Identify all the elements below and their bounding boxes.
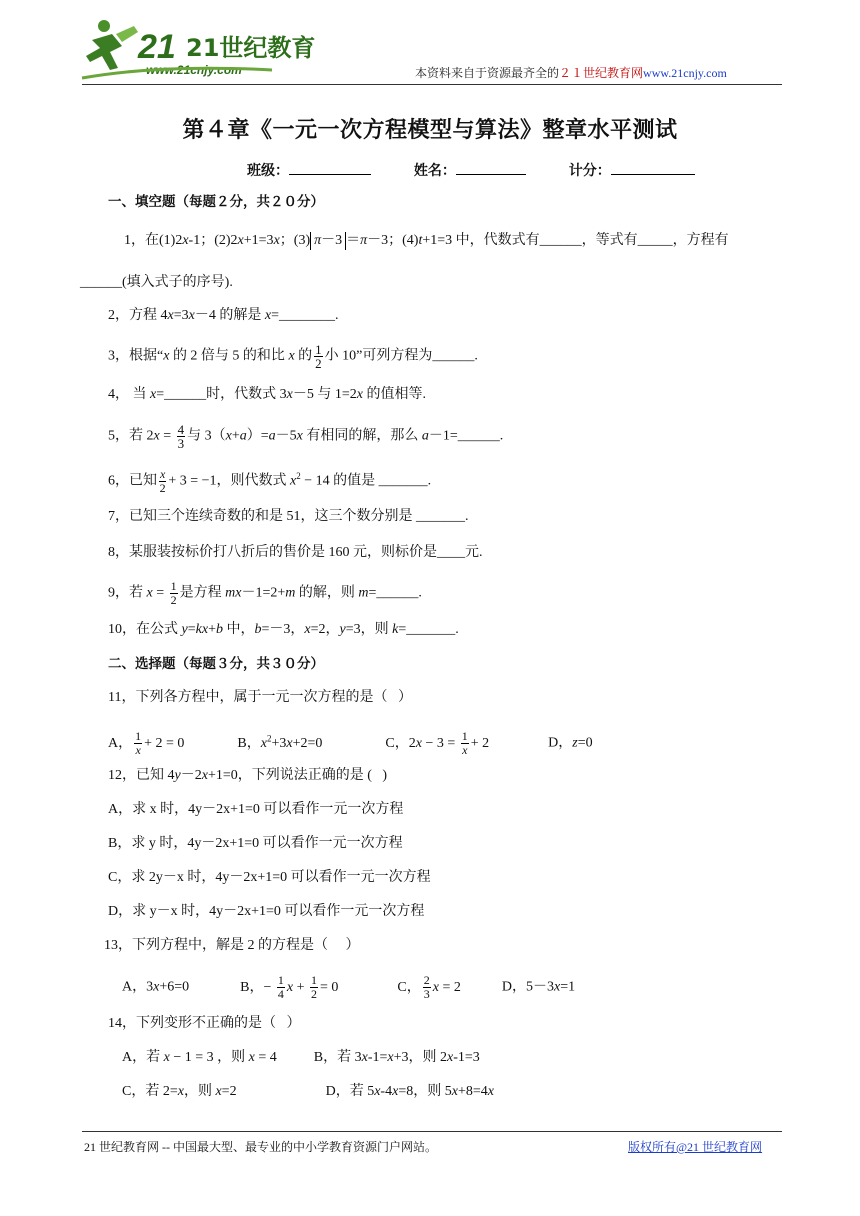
q11-option-b[interactable]: B，$x^2+3x+2=0$ — [237, 733, 323, 751]
q13-option-c[interactable]: C， $\frac{2}{3}$ x = 2 — [397, 973, 461, 1001]
question-13-options — [122, 974, 575, 1001]
question-1: 1，在(1)2x-1；(2)2x+1=3x；(3) π－3 ＝π－3；(4)t+1=3 中，代数式有______，等式有_____，方程有 — [124, 233, 729, 248]
student-info-row — [247, 160, 733, 180]
q14-option-a[interactable]: A，若 x − 1 = 3 ，则 x = 4 — [122, 1050, 277, 1065]
question-13: 13，下列方程中，解是 2 的方程是（ ） — [104, 938, 360, 953]
q13-option-a[interactable]: A，3x+6=0 — [122, 979, 190, 995]
runner-logo-icon — [82, 12, 316, 84]
question-11-options — [108, 728, 593, 757]
logo — [82, 12, 316, 84]
question-4: 4， 当 x=______时，代数式 3x－5 与 1=2x 的值相等. — [108, 387, 426, 402]
header-source-prefix: 本资料来自于资源最齐全的 — [415, 66, 560, 80]
question-8: 8，某服装按标价打八折后的售价是 160 元，则标价是____元. — [108, 545, 483, 560]
question-14-options-row2 — [122, 1082, 494, 1102]
question-5: 5，若 2x = $\frac{4}{3}$ 与 3（x+a）=a－5x 有相同的解，那么 a－1=______. — [108, 422, 504, 451]
question-14-options-row1 — [122, 1048, 480, 1068]
question-7: 7，已知三个连续奇数的和是 51，这三个数分别是 _______. — [108, 509, 469, 524]
q13-option-b[interactable]: B，− $\frac{1}{4}$ x + $\frac{1}{2}$ = 0 — [240, 973, 339, 1001]
q12-option-a[interactable]: A，求 x 时，4y－2x+1=0 可以看作一元一次方程 — [108, 802, 404, 817]
question-1-continued: ______(填入式子的序号). — [80, 275, 233, 290]
header-source-url[interactable]: www.21cnjy.com — [643, 66, 727, 80]
q14-option-b[interactable]: B，若 3x-1=x+3，则 2x-1=3 — [313, 1050, 480, 1065]
header-source — [415, 64, 727, 81]
header-source-site[interactable]: ２１世纪教育网 — [559, 66, 644, 80]
q11-option-d[interactable]: D，z=0 — [548, 735, 593, 751]
section-1-heading: 一、填空题（每题２分，共２０分） — [108, 194, 324, 210]
question-9: 9，若 x = $\frac{1}{2}$ 是方程 mx－1=2+m 的解，则 m=______. — [108, 579, 422, 607]
name-field[interactable]: 姓名： — [414, 160, 526, 180]
question-14: 14，下列变形不正确的是（ ） — [108, 1016, 301, 1031]
question-2: 2，方程 4x=3x－4 的解是 x=________. — [108, 308, 339, 323]
q12-option-d[interactable]: D，求 y－x 时，4y－2x+1=0 可以看作一元一次方程 — [108, 904, 425, 919]
q13-option-d[interactable]: D，5－3x=1 — [501, 979, 576, 995]
footer-text: 21 世纪教育网 -- 中国最大型、最专业的中小学教育资源门户网站。 — [84, 1140, 437, 1154]
q12-option-b[interactable]: B，求 y 时，4y－2x+1=0 可以看作一元一次方程 — [108, 836, 403, 851]
q14-option-d[interactable]: D，若 5x-4x=8，则 5x+8=4x — [325, 1084, 494, 1099]
footer-divider — [82, 1131, 782, 1132]
svg-text:www.21cnjy.com: www.21cnjy.com — [146, 63, 242, 77]
page-header — [0, 0, 860, 95]
header-divider — [82, 84, 782, 85]
logo-text: 21世纪教育 — [186, 34, 316, 62]
section-2-heading: 二、选择题（每题３分，共３０分） — [108, 656, 324, 672]
question-12: 12，已知 4y－2x+1=0，下列说法正确的是 ( ) — [108, 768, 388, 783]
question-11: 11，下列各方程中，属于一元一次方程的是（ ） — [108, 690, 412, 705]
q14-option-c[interactable]: C，若 2=x，则 x=2 — [122, 1084, 237, 1099]
q11-option-c[interactable]: C，2x − 3 = $\frac{1}{x}$ + 2 — [385, 728, 490, 757]
class-field[interactable]: 班级： — [247, 160, 371, 180]
q12-option-c[interactable]: C，求 2y－x 时，4y－2x+1=0 可以看作一元一次方程 — [108, 870, 431, 885]
score-field[interactable]: 计分： — [569, 160, 695, 180]
question-6: 6，已知 $\frac{x}{2}$ + 3 = −1，则代数式 $x^2 - 14$ 的值是 _______. — [108, 466, 432, 495]
page-title: 第４章《一元一次方程模型与算法》整章水平测试 — [182, 118, 678, 143]
footer-copyright-link[interactable]: 版权所有@21 世纪教育网 — [628, 1140, 763, 1154]
question-10: 10，在公式 y=kx+b 中，b=－3，x=2，y=3，则 k=_______. — [108, 622, 459, 637]
q11-option-a[interactable]: A， $\frac{1}{x}$ + 2 = 0 — [108, 728, 185, 757]
svg-text:21: 21 — [138, 28, 176, 66]
question-3: 3，根据“x 的 2 倍与 5 的和比 x 的 $\frac{1}{2}$ 小 10”可列方程为______. — [108, 342, 478, 371]
